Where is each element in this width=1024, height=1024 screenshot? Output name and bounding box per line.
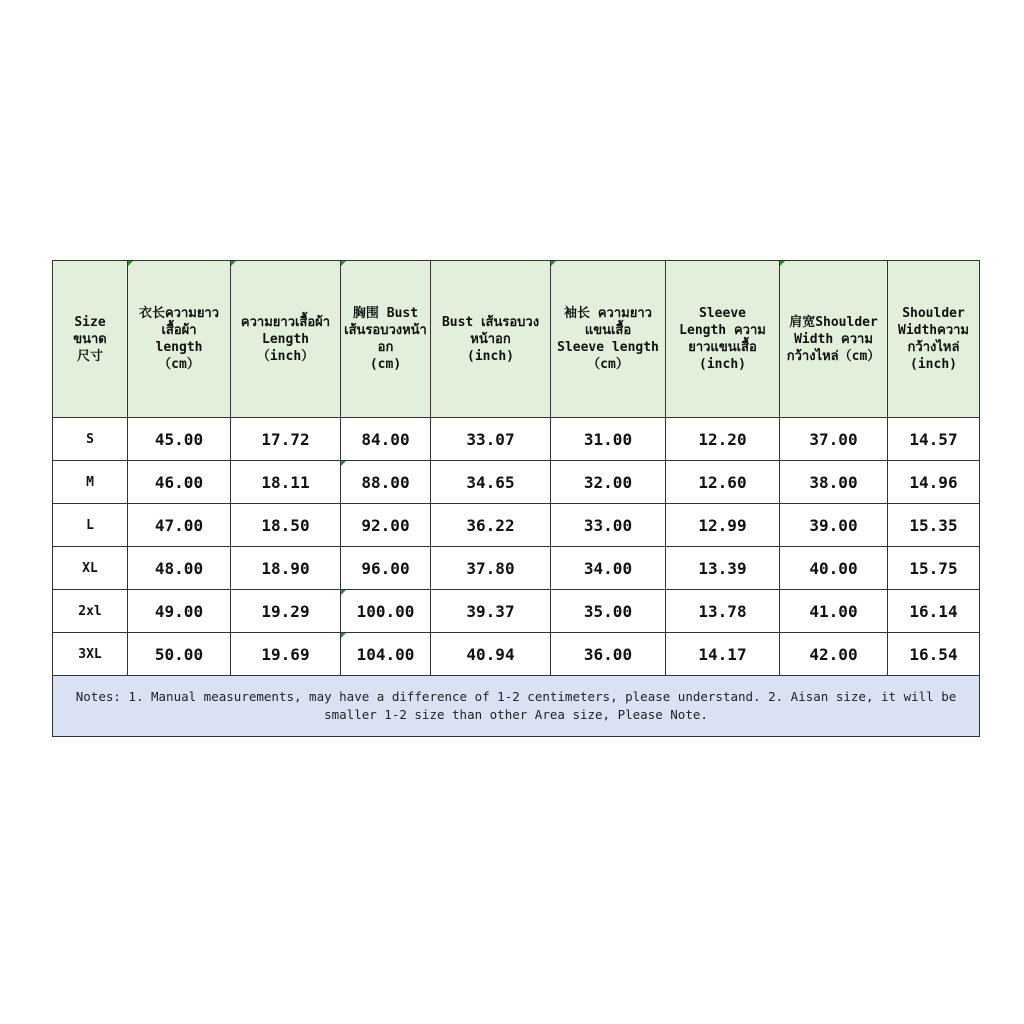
header-line: เส้นรอบวงหน้า xyxy=(344,323,427,338)
measurement-cell-length-inch: 19.69 xyxy=(231,633,341,676)
header-line: 衣长ความยาว xyxy=(138,306,220,321)
header-line: Length ความ xyxy=(679,323,766,338)
header-line: (cm) xyxy=(369,357,402,372)
measurement-cell-length-cm: 48.00 xyxy=(128,547,231,590)
measurement-cell-shoulder-cm: 38.00 xyxy=(780,461,888,504)
measurement-cell-shoulder-cm: 42.00 xyxy=(780,633,888,676)
size-label-cell: M xyxy=(53,461,128,504)
measurement-cell-length-cm: 50.00 xyxy=(128,633,231,676)
measurement-cell-bust-inch: 37.80 xyxy=(431,547,551,590)
header-line: Sleeve length xyxy=(557,340,659,355)
measurement-cell-length-inch: 19.29 xyxy=(231,590,341,633)
measurement-cell-length-cm: 47.00 xyxy=(128,504,231,547)
header-line: ยาวแขนเสื้อ xyxy=(688,340,757,355)
header-line: （cm） xyxy=(587,357,629,372)
measurement-cell-bust-cm: 84.00 xyxy=(341,418,431,461)
measurement-cell-length-inch: 17.72 xyxy=(231,418,341,461)
measurement-cell-sleeve-cm: 31.00 xyxy=(551,418,666,461)
measurement-cell-bust-cm: 88.00 xyxy=(341,461,431,504)
measurement-cell-bust-inch: 36.22 xyxy=(431,504,551,547)
header-length-inch xyxy=(231,261,341,418)
header-shoulder-inch xyxy=(888,261,980,418)
header-line: แขนเสื้อ xyxy=(584,323,632,338)
table-body xyxy=(53,418,980,676)
measurement-cell-bust-inch: 34.65 xyxy=(431,461,551,504)
header-size xyxy=(53,261,128,418)
measurement-cell-bust-inch: 39.37 xyxy=(431,590,551,633)
measurement-cell-bust-cm: 100.00 xyxy=(341,590,431,633)
measurement-cell-bust-cm: 104.00 xyxy=(341,633,431,676)
header-line: (inch) xyxy=(467,348,514,364)
header-line: เสื้อผ้า xyxy=(161,323,197,338)
measurement-cell-sleeve-cm: 36.00 xyxy=(551,633,666,676)
measurement-cell-sleeve-cm: 32.00 xyxy=(551,461,666,504)
header-sleeve-cm xyxy=(551,261,666,418)
size-label-cell: XL xyxy=(53,547,128,590)
header-shoulder-cm xyxy=(780,261,888,418)
table-row xyxy=(53,461,980,504)
header-line: กว้างไหล่ xyxy=(907,340,960,355)
measurement-cell-bust-cm: 96.00 xyxy=(341,547,431,590)
measurement-cell-length-inch: 18.90 xyxy=(231,547,341,590)
measurement-cell-sleeve-inch: 13.39 xyxy=(666,547,780,590)
header-length-cm xyxy=(128,261,231,418)
header-line: 袖长 ความยาว xyxy=(564,306,652,321)
measurement-cell-bust-inch: 33.07 xyxy=(431,418,551,461)
measurement-cell-sleeve-inch: 12.99 xyxy=(666,504,780,547)
header-line: ความยาวเสื้อผ้า xyxy=(240,314,331,330)
header-row xyxy=(53,261,980,418)
size-label-cell: S xyxy=(53,418,128,461)
measurement-cell-sleeve-inch: 12.60 xyxy=(666,461,780,504)
measurement-cell-sleeve-cm: 33.00 xyxy=(551,504,666,547)
header-line: Width ความ xyxy=(794,331,873,347)
header-bust-cm xyxy=(341,261,431,418)
measurement-cell-shoulder-inch: 14.57 xyxy=(888,418,980,461)
header-sleeve-inch xyxy=(666,261,780,418)
measurement-cell-shoulder-inch: 16.54 xyxy=(888,633,980,676)
header-line: Shoulder xyxy=(902,306,965,321)
header-line: (inch) xyxy=(910,357,957,372)
measurement-cell-length-cm: 49.00 xyxy=(128,590,231,633)
size-label-cell: 2xl xyxy=(53,590,128,633)
measurement-cell-shoulder-cm: 41.00 xyxy=(780,590,888,633)
measurement-cell-shoulder-cm: 40.00 xyxy=(780,547,888,590)
header-line: อก xyxy=(377,340,394,355)
measurement-cell-sleeve-cm: 35.00 xyxy=(551,590,666,633)
measurement-cell-sleeve-inch: 12.20 xyxy=(666,418,780,461)
header-line: 尺寸 xyxy=(76,348,103,364)
size-chart-table xyxy=(52,260,980,737)
measurement-cell-length-cm: 45.00 xyxy=(128,418,231,461)
measurement-cell-length-inch: 18.50 xyxy=(231,504,341,547)
header-line: Sleeve xyxy=(699,306,746,321)
measurement-cell-length-cm: 46.00 xyxy=(128,461,231,504)
header-line: ขนาด xyxy=(73,331,107,347)
measurement-cell-shoulder-cm: 39.00 xyxy=(780,504,888,547)
header-line: กว้างไหล่（cm） xyxy=(786,348,881,364)
header-line: Bust เส้นรอบวง xyxy=(441,314,540,330)
header-bust-inch xyxy=(431,261,551,418)
header-line: Widthความ xyxy=(898,323,969,338)
notes-row xyxy=(53,676,980,737)
header-line: （inch） xyxy=(256,348,315,364)
measurement-cell-sleeve-cm: 34.00 xyxy=(551,547,666,590)
header-line: 胸围 Bust xyxy=(352,306,419,321)
measurement-cell-sleeve-inch: 13.78 xyxy=(666,590,780,633)
size-label-cell: L xyxy=(53,504,128,547)
size-label-cell: 3XL xyxy=(53,633,128,676)
measurement-cell-bust-inch: 40.94 xyxy=(431,633,551,676)
header-line: Length xyxy=(262,331,309,347)
table-row xyxy=(53,633,980,676)
header-line: 肩宽Shoulder xyxy=(789,314,878,330)
measurement-cell-bust-cm: 92.00 xyxy=(341,504,431,547)
table-row xyxy=(53,418,980,461)
table-row xyxy=(53,504,980,547)
measurement-cell-shoulder-cm: 37.00 xyxy=(780,418,888,461)
measurement-cell-shoulder-inch: 16.14 xyxy=(888,590,980,633)
measurement-cell-shoulder-inch: 15.75 xyxy=(888,547,980,590)
header-line: (inch) xyxy=(699,357,746,372)
header-line: （cm） xyxy=(158,357,200,372)
header-line: หน้าอก xyxy=(470,331,511,347)
measurement-cell-sleeve-inch: 14.17 xyxy=(666,633,780,676)
header-line: Size xyxy=(74,314,106,330)
notes-text: Notes: 1. Manual measurements, may have a difference of 1-2 centimeters, please understand. 2. Aisan size, it will be smaller 1-2 size than other Area size, Please Note. xyxy=(53,676,980,737)
measurement-cell-shoulder-inch: 14.96 xyxy=(888,461,980,504)
table-row xyxy=(53,547,980,590)
table-row xyxy=(53,590,980,633)
measurement-cell-shoulder-inch: 15.35 xyxy=(888,504,980,547)
header-line: length xyxy=(155,340,203,355)
measurement-cell-length-inch: 18.11 xyxy=(231,461,341,504)
